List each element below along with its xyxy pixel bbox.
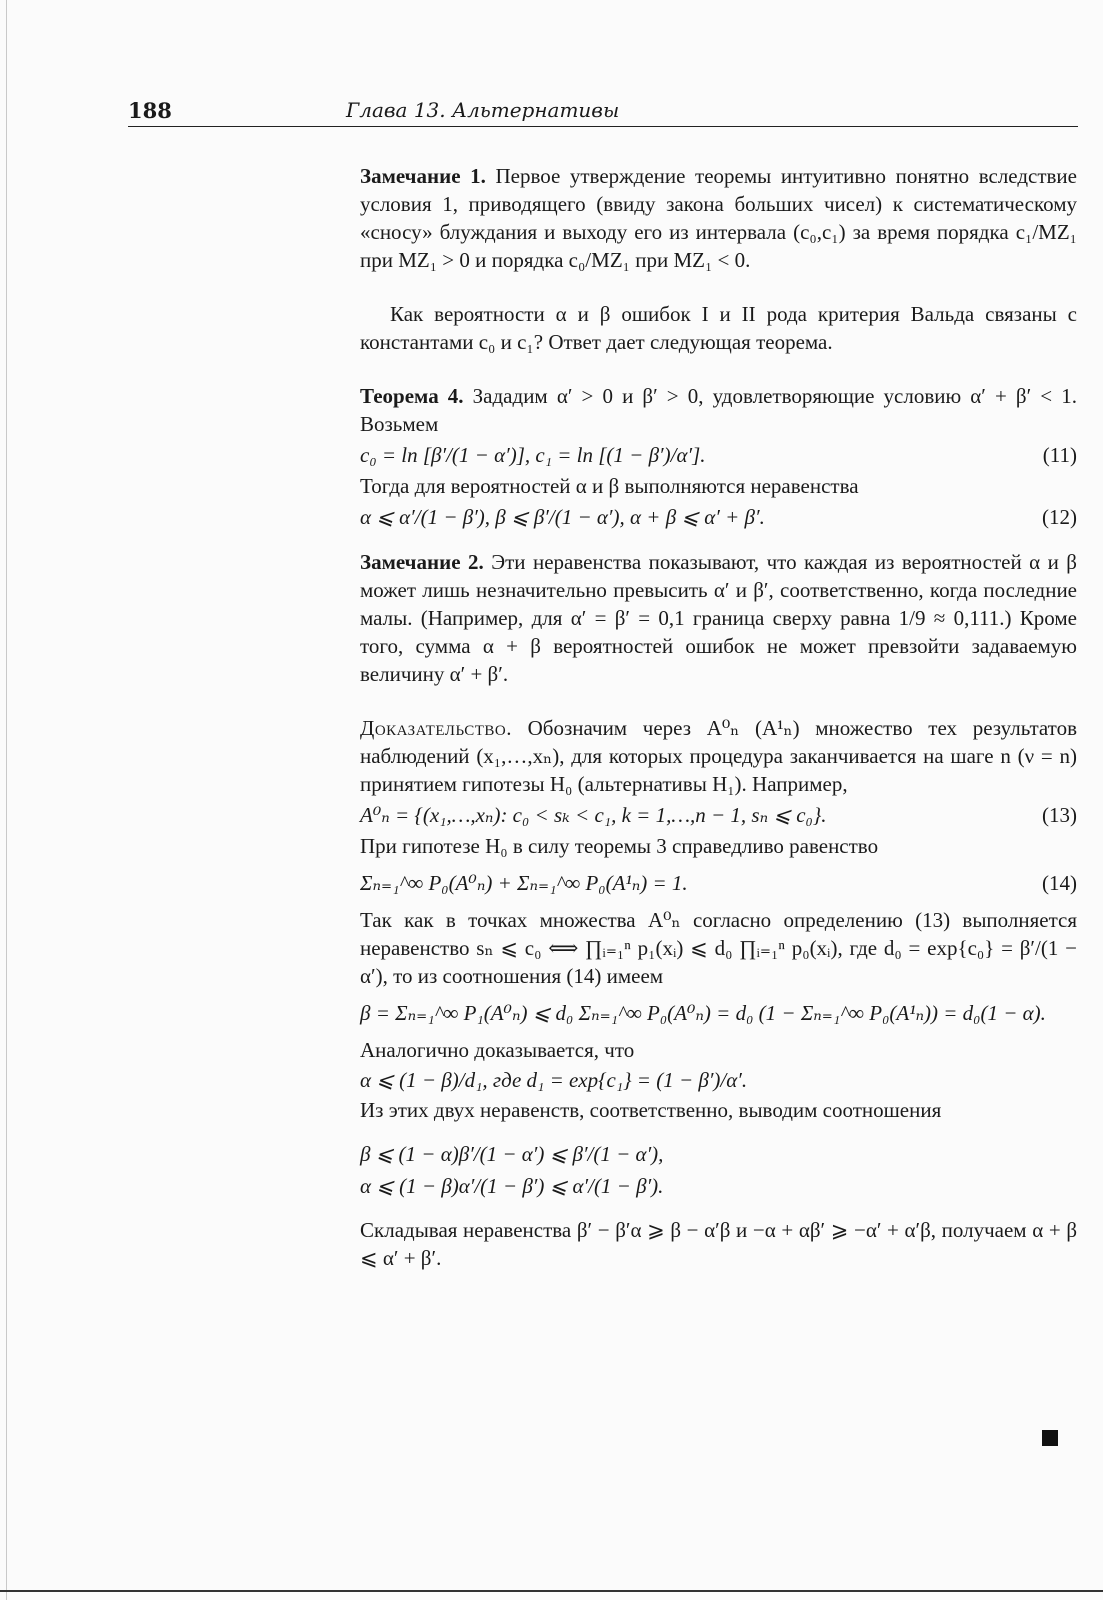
remark-2 [360, 548, 1077, 688]
proof-text-6: Складывая неравенства β′ − β′α ⩾ β − α′β и −α + αβ′ ⩾ −α′ + α′β, получаем α + β ⩽ α′ + β′. [360, 1218, 1077, 1270]
remark-2-label: Замечание 2. [360, 550, 484, 574]
scan-edge-bottom [0, 1590, 1103, 1592]
intro-paragraph: Как вероятности α и β ошибок I и II рода критерия Вальда связаны с константами c₀ и c₁? Ответ дает следующая теорема. [360, 302, 1077, 354]
chapter-title: Глава 13. Альтернативы [346, 98, 620, 122]
theorem-4-text: Зададим α′ > 0 и β′ > 0, удовлетворяющие условию α′ + β′ < 1. Возьмем [360, 384, 1077, 436]
equation-13-number: (13) [1042, 803, 1077, 827]
qed-square [1042, 1430, 1058, 1446]
running-header [128, 96, 1078, 127]
proof-text-3: Так как в точках множества A⁰ₙ согласно определению (13) выполняется неравенство sₙ ⩽ c₀ ⟺ ∏ᵢ₌₁ⁿ p₁(xᵢ) ⩽ d₀ ∏ᵢ₌₁ⁿ p₀(xᵢ), где d₀ = exp{c₀} = β′/(1 − α′), то из соотношения (14) имеем [360, 908, 1077, 988]
equation-12 [360, 500, 1077, 534]
theorem-4-label: Теорема 4. [360, 384, 464, 408]
proof-text-2: При гипотезе H₀ в силу теоремы 3 справедливо равенство [360, 834, 879, 858]
equation-14-number: (14) [1042, 871, 1077, 895]
scan-edge [6, 0, 7, 1600]
proof-text-5: Из этих двух неравенств, соответственно, выводим соотношения [360, 1098, 942, 1122]
proof-text-4: Аналогично доказывается, что [360, 1038, 635, 1062]
inequality-1: β ⩽ (1 − α)β′/(1 − α′) ⩽ β′/(1 − α′), [360, 1142, 664, 1166]
equation-alpha: α ⩽ (1 − β)/d₁, где d₁ = exp{c₁} = (1 − β′)/α′. [360, 1068, 748, 1092]
equation-11-body: c₀ = ln [β′/(1 − α′)], c₁ = ln [(1 − β′)/α′]. [360, 443, 706, 467]
page-number: 188 [128, 98, 172, 123]
equation-12-number: (12) [1042, 505, 1077, 529]
equation-14-body: Σₙ₌₁^∞ P₀(A⁰ₙ) + Σₙ₌₁^∞ P₀(A¹ₙ) = 1. [360, 871, 688, 895]
equation-11 [360, 438, 1077, 472]
equation-beta: β = Σₙ₌₁^∞ P₁(A⁰ₙ) ⩽ d₀ Σₙ₌₁^∞ P₀(A⁰ₙ) = d₀ (1 − Σₙ₌₁^∞ P₀(A¹ₙ)) = d₀(1 − α). [360, 1001, 1046, 1025]
theorem-4-text-2: Тогда для вероятностей α и β выполняются неравенства [360, 474, 859, 498]
equation-14 [360, 860, 1077, 906]
equation-12-body: α ⩽ α′/(1 − β′), β ⩽ β′/(1 − α′), α + β ⩽ α′ + β′. [360, 505, 765, 529]
remark-1-text: Первое утверждение теоремы интуитивно понятно вследствие условия 1, приводящего (ввиду закона больших чисел) к систематическому «сносу» блуждания и выходу его из интервала (c₀,c₁) за время порядка c₁/MZ₁ при MZ₁ > 0 и порядка c₀/MZ₁ при MZ₁ < 0. [360, 164, 1077, 272]
page-body [360, 162, 1077, 1272]
theorem-4 [360, 382, 1077, 438]
equation-11-number: (11) [1042, 443, 1077, 467]
equation-13 [360, 798, 1077, 832]
proof-label: Доказательство. [360, 716, 512, 740]
inequality-2: α ⩽ (1 − β)α′/(1 − β′) ⩽ α′/(1 − β′). [360, 1174, 664, 1198]
equation-13-body: A⁰ₙ = {(x₁,…,xₙ): c₀ < sₖ < c₁, k = 1,…,n − 1, sₙ ⩽ c₀}. [360, 803, 827, 827]
remark-2-text: Эти неравенства показывают, что каждая из вероятностей α и β может лишь незначительно превысить α′ и β′, соответственно, когда последние малы. (Например, для α′ = β′ = 0,1 граница сверху равна 1/9 ≈ 0,111.) Кроме того, сумма α + β вероятностей ошибок не может превзойти задаваемую величину α′ + β′. [360, 550, 1077, 686]
remark-1 [360, 162, 1077, 274]
remark-1-label: Замечание 1. [360, 164, 486, 188]
proof-paragraph-1 [360, 714, 1077, 798]
proof-text-1: Обозначим через A⁰ₙ (A¹ₙ) множество тех результатов наблюдений (x₁,…,xₙ), для которых процедура заканчивается на шаге n (ν = n) принятием гипотезы H₀ (альтернативы H₁). Например, [360, 716, 1077, 796]
